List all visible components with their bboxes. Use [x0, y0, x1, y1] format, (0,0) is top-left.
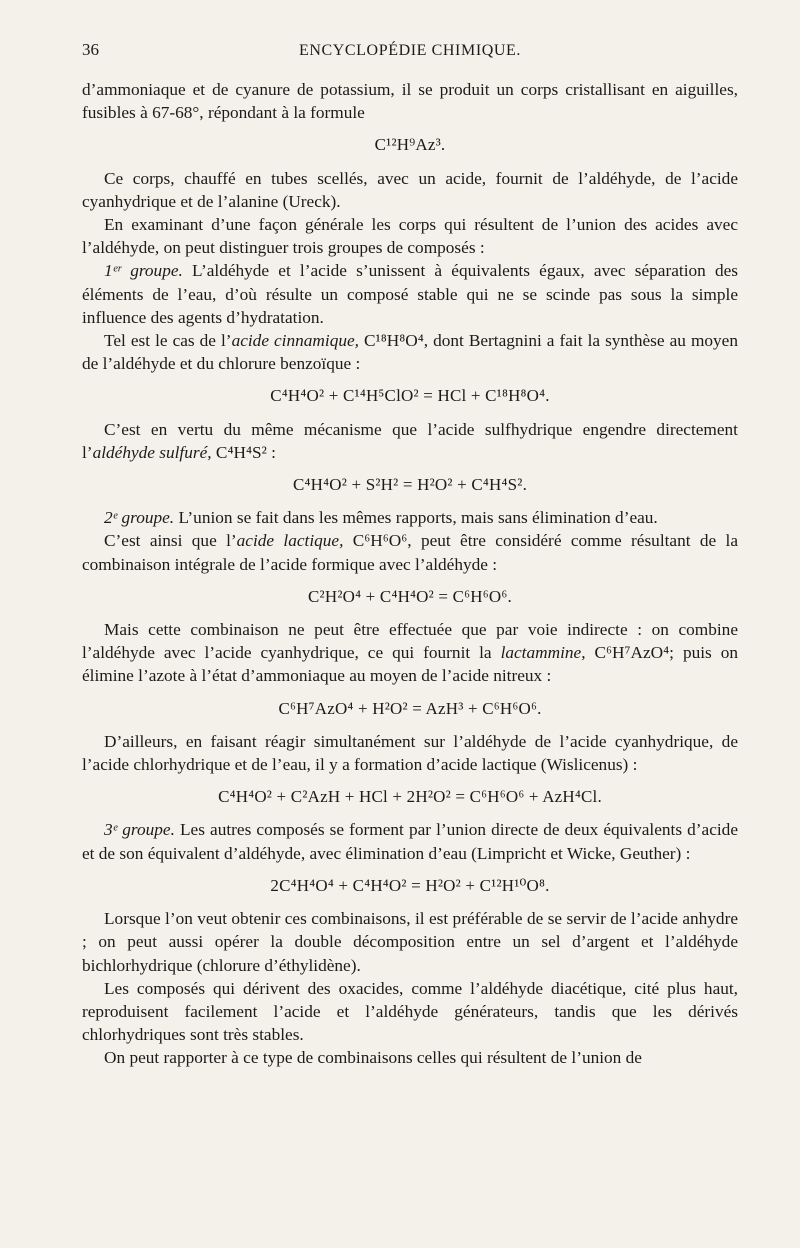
paragraph: Lorsque l’on veut obtenir ces combinaisons, il est préférable de se servir de l’acide anhydre ; on peut aussi opérer la double décomposition entre un sel d’argent et l’aldéhyde bichlorhydrique (chlorure d’éthylidène).	[82, 909, 738, 975]
paragraph: 3ᵉ groupe. Les autres composés se forment par l’union directe de deux équivalents d’acide et de son équivalent d’aldéhyde, avec élimination d’eau (Limpricht et Wicke, Geuther) :	[82, 820, 738, 863]
formula: 2C⁴H⁴O⁴ + C⁴H⁴O² = H²O² + C¹²H¹⁰O⁸.	[270, 875, 550, 895]
compound-name: acide cinnamique,	[231, 331, 359, 351]
compound-name: aldéhyde sulfuré,	[92, 442, 212, 462]
formula: C²H²O⁴ + C⁴H⁴O² = C⁶H⁶O⁶.	[308, 586, 512, 606]
formula: C⁶H⁷AzO⁴ + H²O² = AzH³ + C⁶H⁶O⁶.	[278, 698, 542, 718]
paragraph: 2ᵉ groupe. L’union se fait dans les mêmes rapports, mais sans élimination d’eau.	[104, 508, 658, 528]
paragraph: Ce corps, chauffé en tubes scellés, avec un acide, fournit de l’aldéhyde, de l’acide cyanhydrique et de l’alanine (Ureck).	[82, 168, 738, 211]
group-label: 3ᵉ groupe.	[104, 820, 175, 840]
paragraph: Mais cette combinaison ne peut être effectuée que par voie indirecte : on combine l’aldéhyde avec l’acide cyanhydrique, ce qui fournit la lactammine, C⁶H⁷AzO⁴; puis on élimine l’azote à l’état d’ammoniaque au moyen de l’acide nitreux :	[82, 620, 738, 686]
paragraph: En examinant d’une façon générale les corps qui résultent de l’union des acides avec l’aldéhyde, on peut distinguer trois groupes de composés :	[82, 215, 738, 258]
paragraph: D’ailleurs, en faisant réagir simultanément sur l’aldéhyde de l’acide cyanhydrique, de l’acide chlorhydrique et de l’eau, il y a formation d’acide lactique (Wislicenus) :	[82, 731, 738, 775]
body-text	[82, 78, 738, 1070]
paragraph: 1ᵉʳ groupe. L’aldéhyde et l’acide s’unissent à équivalents égaux, avec séparation des éléments de l’eau, d’où résulte un composé stable qui ne se scinde pas sous la simple influence des agents d’hydratation.	[82, 261, 738, 327]
compound-name: acide lactique,	[236, 531, 344, 551]
paragraph: Les composés qui dérivent des oxacides, comme l’aldéhyde diacétique, cité plus haut, reproduisent facilement l’acide et l’aldéhyde générateurs, tandis que les dérivés chlorhydriques sont très stables.	[82, 978, 738, 1045]
compound-name: lactammine,	[500, 643, 586, 663]
group-label: 2ᵉ groupe.	[104, 508, 175, 528]
group-label: 1ᵉʳ groupe.	[104, 261, 183, 281]
paragraph: On peut rapporter à ce type de combinaisons celles qui résultent de l’union de	[104, 1048, 642, 1068]
paragraph: d’ammoniaque et de cyanure de potassium, il se produit un corps cristallisant en aiguilles, fusibles à 67-68°, répondant à la formule	[82, 80, 738, 123]
page-header	[82, 40, 738, 74]
paragraph: C’est en vertu du même mécanisme que l’acide sulfhydrique engendre directement l’aldéhyde sulfuré, C⁴H⁴S² :	[82, 419, 738, 462]
page-number: 36	[82, 40, 99, 59]
formula: C⁴H⁴O² + S²H² = H²O² + C⁴H⁴S².	[292, 475, 528, 495]
formula: C¹²H⁹Az³.	[374, 135, 446, 155]
running-head: ENCYCLOPÉDIE CHIMIQUE.	[298, 42, 522, 59]
formula: C⁴H⁴O² + C¹⁴H⁵ClO² = HCl + C¹⁸H⁸O⁴.	[270, 386, 550, 406]
paragraph: C’est ainsi que l’acide lactique, C⁶H⁶O⁶, peut être considéré comme résultant de la combinaison intégrale de l’acide formique avec l’aldéhyde :	[82, 531, 738, 574]
formula: C⁴H⁴O² + C²AzH + HCl + 2H²O² = C⁶H⁶O⁶ + AzH⁴Cl.	[218, 787, 602, 807]
paragraph: Tel est le cas de l’acide cinnamique, C¹⁸H⁸O⁴, dont Bertagnini a fait la synthèse au moyen de l’aldéhyde et du chlorure benzoïque :	[82, 331, 738, 374]
